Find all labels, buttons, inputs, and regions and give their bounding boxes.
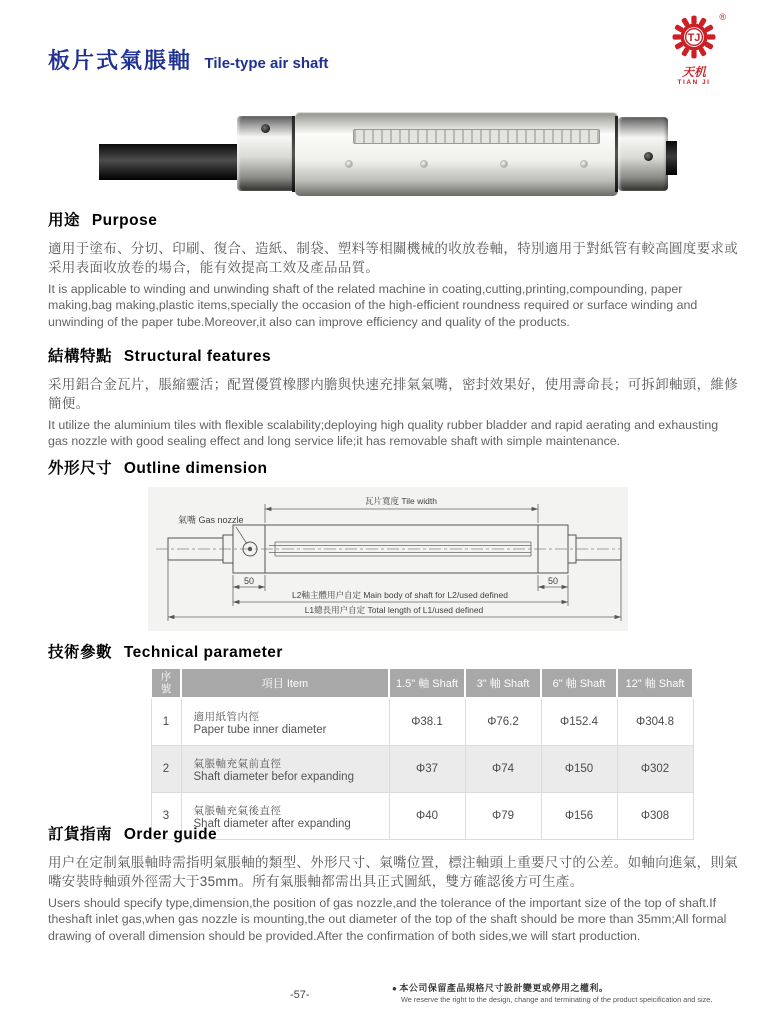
purpose-heading-zh: 用途 [48, 212, 81, 229]
row-value: Φ304.8 [617, 698, 693, 746]
footer-note-en: We reserve the right to the design, change and terminating of the product speicification and size. [401, 995, 713, 1004]
row-item-zh: 氣脹軸充氣前直徑 [193, 757, 282, 770]
purpose-heading-en: Purpose [91, 212, 158, 229]
footer-note [392, 981, 744, 1004]
row-value: Φ308 [617, 793, 693, 840]
table-header-row [151, 668, 693, 698]
page-number: -57- [290, 989, 310, 1001]
purpose-body-en: It is applicable to winding and unwinding shaft of the related machine in coating,cutting,printing,compounding, paper making,bag making,plastic items,specially the occasion of the high-efficient roundness required or surface winding and unwinding of the paper tube.Moreover,it also can improve efficiency and quality of the products. [48, 282, 698, 329]
purpose-body-zh: 適用于塗布、分切、印刷、復合、造紙、制袋、塑料等相關機械的收放卷軸，特別適用于對紙管有較高圓度要求或采用表面收放卷的場合，能有效提高工效及產品品質。 [48, 241, 738, 276]
tile-width-label: 瓦片寬度 Tile width [365, 496, 437, 506]
row-value: Φ74 [465, 746, 541, 793]
outline-heading-zh: 外形尺寸 [48, 460, 113, 477]
col-header-no: 序號 [151, 668, 181, 698]
page-title [48, 44, 328, 75]
company-logo [664, 14, 724, 86]
col-header-6in: 6" 軸 Shaft [541, 668, 617, 698]
product-photo [97, 104, 677, 201]
screw-hole [644, 152, 653, 161]
row-value: Φ76.2 [465, 698, 541, 746]
row-item-zh: 氣脹軸充氣後直徑 [193, 804, 282, 817]
logo-name-zh: 天机 [681, 65, 706, 79]
outline-drawing [148, 487, 628, 631]
bullet-icon: ● [392, 984, 398, 993]
footer-note-zh-text: 本公司保留產品規格尺寸設計變更或停用之權利。 [399, 983, 609, 993]
air-hole [420, 160, 428, 168]
purpose-heading [48, 208, 740, 230]
technical-heading-zh: 技術參數 [48, 644, 113, 661]
structural-heading-en: Structural features [123, 348, 272, 365]
technical-heading-en: Technical parameter [123, 644, 283, 661]
outline-heading [48, 456, 740, 478]
order-heading-zh: 訂貨指南 [48, 826, 113, 843]
table-row [151, 698, 693, 746]
shaft-end-nub [666, 141, 677, 175]
row-value: Φ40 [389, 793, 465, 840]
row-no: 2 [151, 746, 181, 793]
row-item [181, 698, 389, 746]
row-value: Φ302 [617, 746, 693, 793]
section-technical [48, 640, 740, 662]
page-title-en: Tile-type air shaft [204, 55, 329, 72]
dim-50-right: 50 [547, 576, 559, 586]
shaft-journal [99, 144, 239, 180]
col-header-12in: 12" 軸 Shaft [617, 668, 693, 698]
row-item-zh: 適用紙管内徑 [193, 710, 260, 723]
row-value: Φ79 [465, 793, 541, 840]
structural-heading-zh: 結構特點 [48, 348, 113, 365]
row-value: Φ38.1 [389, 698, 465, 746]
technical-heading [48, 640, 740, 662]
outline-drawing-panel [148, 487, 628, 631]
row-value: Φ152.4 [541, 698, 617, 746]
outline-heading-en: Outline dimension [123, 460, 268, 477]
page-footer [0, 978, 765, 1012]
structural-body-en: It utilize the aluminium tiles with flexible scalability;deploying high quality rubber bladder and rapid aerating and exhausting gas nozzle with good sealing effect and long service life;it has removable shaft with simple maintenance. [48, 418, 719, 449]
order-body-en: Users should specify type,dimension,the position of gas nozzle,and the tolerance of the important size of the top of shaft.If theshaft inlet gas,when gas nozzle is mounting,the out diameter of the top of the shaft should be more than 35mm;All formal drawing of overall dimension should be provided.After the confirmation of both sides,we will start production. [48, 896, 727, 943]
section-purpose [48, 208, 740, 330]
row-value: Φ156 [541, 793, 617, 840]
structural-body-zh: 采用鋁合金瓦片，脹縮靈活；配置優質橡膠内膽與快速充排氣氣嘴，密封效果好，使用壽命長；可拆卸軸頭，維修簡便。 [48, 377, 738, 412]
row-item-en: Shaft diameter befor expanding [193, 770, 354, 783]
section-order [48, 822, 740, 944]
row-item-en: Paper tube inner diameter [193, 723, 327, 736]
structural-heading [48, 344, 740, 366]
col-header-3in: 3" 軸 Shaft [465, 668, 541, 698]
registered-mark: ® [719, 12, 726, 22]
l2-dim-label: L2軸主體用户自定 Main body of shaft for L2/used defined [292, 590, 508, 600]
row-no: 3 [151, 793, 181, 840]
gear-icon [671, 32, 717, 64]
col-header-1-5in: 1.5" 軸 Shaft [389, 668, 465, 698]
screw-hole [261, 124, 270, 133]
row-value: Φ150 [541, 746, 617, 793]
gas-nozzle-label: 氣嘴 Gas nozzle [178, 515, 244, 525]
shaft-body [295, 112, 618, 196]
dim-50-left: 50 [243, 576, 255, 586]
shaft-collar-left [237, 116, 295, 191]
air-hole [345, 160, 353, 168]
table-row [151, 746, 693, 793]
logo-name-en: TIAN JI [677, 79, 711, 87]
col-header-item: 項目 Item [181, 668, 389, 698]
order-heading [48, 822, 740, 844]
row-value: Φ37 [389, 746, 465, 793]
section-outline [48, 456, 740, 478]
air-hole [580, 160, 588, 168]
shaft-collar-right [618, 117, 668, 191]
technical-parameter-table [150, 667, 694, 840]
row-item-en: Shaft diameter after expanding [193, 817, 351, 830]
row-item [181, 746, 389, 793]
l1-dim-label: L1總長用户自定 Total length of L1/used defined [304, 605, 484, 615]
row-no: 1 [151, 698, 181, 746]
page-title-zh: 板片式氣脹軸 [48, 48, 193, 73]
order-heading-en: Order guide [123, 826, 218, 843]
logo-initials: TJ [687, 32, 701, 45]
air-hole [500, 160, 508, 168]
footer-note-zh [392, 981, 744, 994]
section-structural [48, 344, 740, 450]
order-body-zh: 用户在定制氣脹軸時需指明氣脹軸的類型、外形尺寸、氣嘴位置，標注軸頭上重要尺寸的公差。如軸向進氣，則氣嘴安裝時軸頭外徑需大于35mm。所有氣脹軸都需出具正式圖紙，雙方確認後方可生產。 [48, 855, 738, 890]
tile-slot [353, 129, 600, 144]
